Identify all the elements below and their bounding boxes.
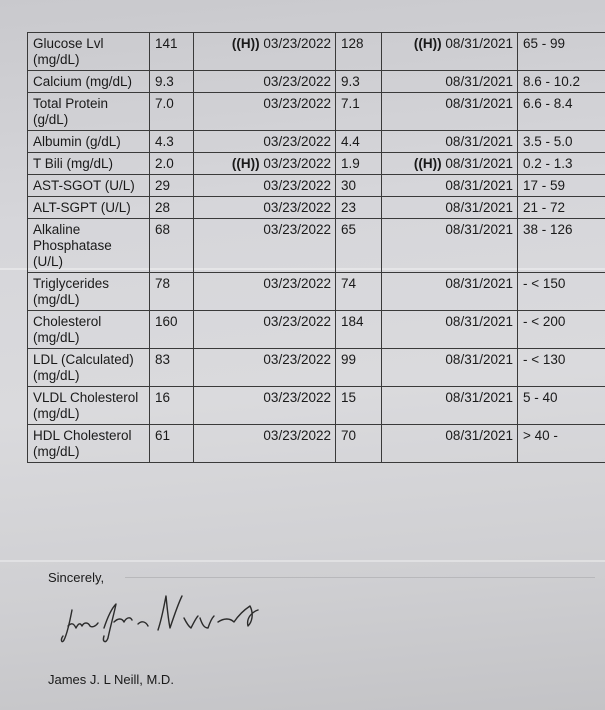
- test-name-cell: [28, 131, 150, 153]
- result-date: 03/23/2022: [263, 200, 331, 215]
- table-row: [28, 93, 605, 131]
- reference-range-cell: [518, 425, 605, 463]
- result-date-cell: [194, 273, 336, 311]
- test-name-cell: [28, 71, 150, 93]
- previous-value-cell: [336, 425, 382, 463]
- previous-date: 08/31/2021: [445, 222, 513, 237]
- previous-value: 4.4: [341, 134, 360, 149]
- table-row: [28, 33, 605, 71]
- previous-date: 08/31/2021: [445, 156, 513, 171]
- result-date: 03/23/2022: [263, 74, 331, 89]
- result-date: 03/23/2022: [263, 134, 331, 149]
- result-date: 03/23/2022: [263, 314, 331, 329]
- previous-date-cell: [382, 71, 518, 93]
- previous-date-cell: [382, 387, 518, 425]
- table-row: [28, 387, 605, 425]
- previous-value-cell: [336, 153, 382, 175]
- result-value-cell: [150, 131, 194, 153]
- result-value-cell: [150, 175, 194, 197]
- previous-value: 7.1: [341, 96, 360, 111]
- previous-date-cell: [382, 197, 518, 219]
- previous-value-cell: [336, 93, 382, 131]
- reference-range: - < 150: [523, 276, 566, 291]
- previous-date: 08/31/2021: [445, 36, 513, 51]
- previous-value: 1.9: [341, 156, 360, 171]
- table-row: [28, 273, 605, 311]
- result-value: 28: [155, 200, 171, 215]
- paper-fold: [0, 560, 605, 562]
- previous-date: 08/31/2021: [445, 134, 513, 149]
- reference-range-cell: [518, 387, 605, 425]
- previous-date: 08/31/2021: [445, 390, 513, 405]
- closing-text: Sincerely,: [48, 570, 105, 585]
- previous-date-cell: [382, 131, 518, 153]
- previous-date-cell: [382, 273, 518, 311]
- table-row: [28, 153, 605, 175]
- test-name-cell: [28, 197, 150, 219]
- result-date: 03/23/2022: [263, 390, 331, 405]
- reference-range: 8.6 - 10.2: [523, 74, 581, 89]
- previous-value: 30: [341, 178, 357, 193]
- table-row: [28, 71, 605, 93]
- reference-range: 5 - 40: [523, 390, 558, 405]
- result-value: 2.0: [155, 156, 174, 171]
- reference-range: > 40 -: [523, 428, 558, 443]
- result-value-cell: [150, 219, 194, 273]
- test-name-cell: [28, 93, 150, 131]
- result-date: 03/23/2022: [263, 428, 331, 443]
- high-flag: ((H)): [231, 36, 260, 51]
- result-date-cell: [194, 153, 336, 175]
- test-name-cell: [28, 33, 150, 71]
- result-value-cell: [150, 273, 194, 311]
- test-name-cell: [28, 425, 150, 463]
- previous-value-cell: [336, 197, 382, 219]
- previous-value-cell: [336, 311, 382, 349]
- previous-value-cell: [336, 387, 382, 425]
- result-value-cell: [150, 197, 194, 219]
- previous-value: 128: [341, 36, 364, 51]
- test-name: AST-SGOT (U/L): [33, 178, 135, 193]
- result-date: 03/23/2022: [263, 36, 331, 51]
- result-value-cell: [150, 153, 194, 175]
- result-value: 141: [155, 36, 178, 51]
- result-date-cell: [194, 387, 336, 425]
- previous-value: 70: [341, 428, 357, 443]
- result-value: 16: [155, 390, 171, 405]
- previous-date: 08/31/2021: [445, 200, 513, 215]
- reference-range-cell: [518, 197, 605, 219]
- test-name-cell: [28, 387, 150, 425]
- previous-value-cell: [336, 131, 382, 153]
- result-date-cell: [194, 131, 336, 153]
- reference-range-cell: [518, 175, 605, 197]
- high-flag: ((H)): [413, 156, 442, 171]
- previous-date: 08/31/2021: [445, 352, 513, 367]
- test-name: Calcium (mg/dL): [33, 74, 133, 89]
- result-value-cell: [150, 349, 194, 387]
- reference-range: 38 - 126: [523, 222, 573, 237]
- result-value: 78: [155, 276, 171, 291]
- test-name: Cholesterol (mg/dL): [33, 314, 102, 345]
- result-value-cell: [150, 93, 194, 131]
- table-row: [28, 311, 605, 349]
- result-value: 83: [155, 352, 171, 367]
- signer-name: James J. L Neill, M.D.: [48, 672, 174, 687]
- test-name-cell: [28, 175, 150, 197]
- reference-range: 6.6 - 8.4: [523, 96, 573, 111]
- test-name: LDL (Calculated) (mg/dL): [33, 352, 134, 383]
- test-name-cell: [28, 273, 150, 311]
- result-date-cell: [194, 311, 336, 349]
- result-value-cell: [150, 311, 194, 349]
- test-name-cell: [28, 349, 150, 387]
- reference-range-cell: [518, 33, 605, 71]
- previous-date: 08/31/2021: [445, 276, 513, 291]
- test-name: Total Protein (g/dL): [33, 96, 109, 127]
- result-value: 4.3: [155, 134, 174, 149]
- test-name-cell: [28, 153, 150, 175]
- previous-date: 08/31/2021: [445, 74, 513, 89]
- result-date: 03/23/2022: [263, 276, 331, 291]
- previous-value-cell: [336, 273, 382, 311]
- test-name: Triglycerides (mg/dL): [33, 276, 110, 307]
- result-date-cell: [194, 197, 336, 219]
- high-flag: ((H)): [413, 36, 442, 51]
- reference-range: 21 - 72: [523, 200, 566, 215]
- result-value: 160: [155, 314, 178, 329]
- table-row: [28, 349, 605, 387]
- test-name: Alkaline Phosphatase (U/L): [33, 222, 112, 269]
- result-value: 9.3: [155, 74, 174, 89]
- reference-range: 17 - 59: [523, 178, 566, 193]
- previous-value: 74: [341, 276, 357, 291]
- previous-value: 99: [341, 352, 357, 367]
- reference-range-cell: [518, 273, 605, 311]
- previous-value-cell: [336, 349, 382, 387]
- previous-value: 23: [341, 200, 357, 215]
- high-flag: ((H)): [231, 156, 260, 171]
- previous-value: 9.3: [341, 74, 360, 89]
- previous-value-cell: [336, 219, 382, 273]
- previous-date: 08/31/2021: [445, 428, 513, 443]
- table-row: [28, 425, 605, 463]
- result-date: 03/23/2022: [263, 352, 331, 367]
- result-date-cell: [194, 425, 336, 463]
- reference-range-cell: [518, 153, 605, 175]
- test-name: T Bili (mg/dL): [33, 156, 114, 171]
- reference-range: 65 - 99: [523, 36, 566, 51]
- signature: [58, 588, 268, 650]
- previous-date-cell: [382, 219, 518, 273]
- result-date: 03/23/2022: [263, 96, 331, 111]
- test-name: ALT-SGPT (U/L): [33, 200, 131, 215]
- previous-value: 65: [341, 222, 357, 237]
- previous-value-cell: [336, 175, 382, 197]
- reference-range: 0.2 - 1.3: [523, 156, 573, 171]
- table-row: [28, 197, 605, 219]
- test-name: VLDL Cholesterol (mg/dL): [33, 390, 139, 421]
- reference-range-cell: [518, 93, 605, 131]
- result-date-cell: [194, 93, 336, 131]
- test-name: Glucose Lvl (mg/dL): [33, 36, 104, 67]
- reference-range-cell: [518, 131, 605, 153]
- result-value: 61: [155, 428, 171, 443]
- previous-value-cell: [336, 33, 382, 71]
- result-date: 03/23/2022: [263, 222, 331, 237]
- previous-date-cell: [382, 33, 518, 71]
- previous-value: 184: [341, 314, 364, 329]
- test-name-cell: [28, 311, 150, 349]
- result-date-cell: [194, 349, 336, 387]
- test-name-cell: [28, 219, 150, 273]
- signature-line: [125, 577, 595, 578]
- previous-date-cell: [382, 93, 518, 131]
- result-value-cell: [150, 387, 194, 425]
- reference-range: 3.5 - 5.0: [523, 134, 573, 149]
- previous-value-cell: [336, 71, 382, 93]
- previous-date-cell: [382, 175, 518, 197]
- result-date: 03/23/2022: [263, 156, 331, 171]
- result-date-cell: [194, 71, 336, 93]
- result-date-cell: [194, 33, 336, 71]
- result-date: 03/23/2022: [263, 178, 331, 193]
- previous-date-cell: [382, 153, 518, 175]
- table-row: [28, 219, 605, 273]
- result-value-cell: [150, 425, 194, 463]
- test-name: HDL Cholesterol (mg/dL): [33, 428, 132, 459]
- previous-date: 08/31/2021: [445, 96, 513, 111]
- result-value: 7.0: [155, 96, 174, 111]
- previous-date-cell: [382, 425, 518, 463]
- reference-range: - < 130: [523, 352, 566, 367]
- result-date-cell: [194, 175, 336, 197]
- result-value-cell: [150, 33, 194, 71]
- result-value-cell: [150, 71, 194, 93]
- reference-range-cell: [518, 71, 605, 93]
- table-row: [28, 131, 605, 153]
- lab-results-table: [27, 32, 605, 463]
- previous-date-cell: [382, 349, 518, 387]
- reference-range-cell: [518, 349, 605, 387]
- table-row: [28, 175, 605, 197]
- result-value: 29: [155, 178, 171, 193]
- test-name: Albumin (g/dL): [33, 134, 121, 149]
- reference-range-cell: [518, 311, 605, 349]
- reference-range: - < 200: [523, 314, 566, 329]
- previous-value: 15: [341, 390, 357, 405]
- result-date-cell: [194, 219, 336, 273]
- previous-date-cell: [382, 311, 518, 349]
- previous-date: 08/31/2021: [445, 314, 513, 329]
- previous-date: 08/31/2021: [445, 178, 513, 193]
- reference-range-cell: [518, 219, 605, 273]
- result-value: 68: [155, 222, 171, 237]
